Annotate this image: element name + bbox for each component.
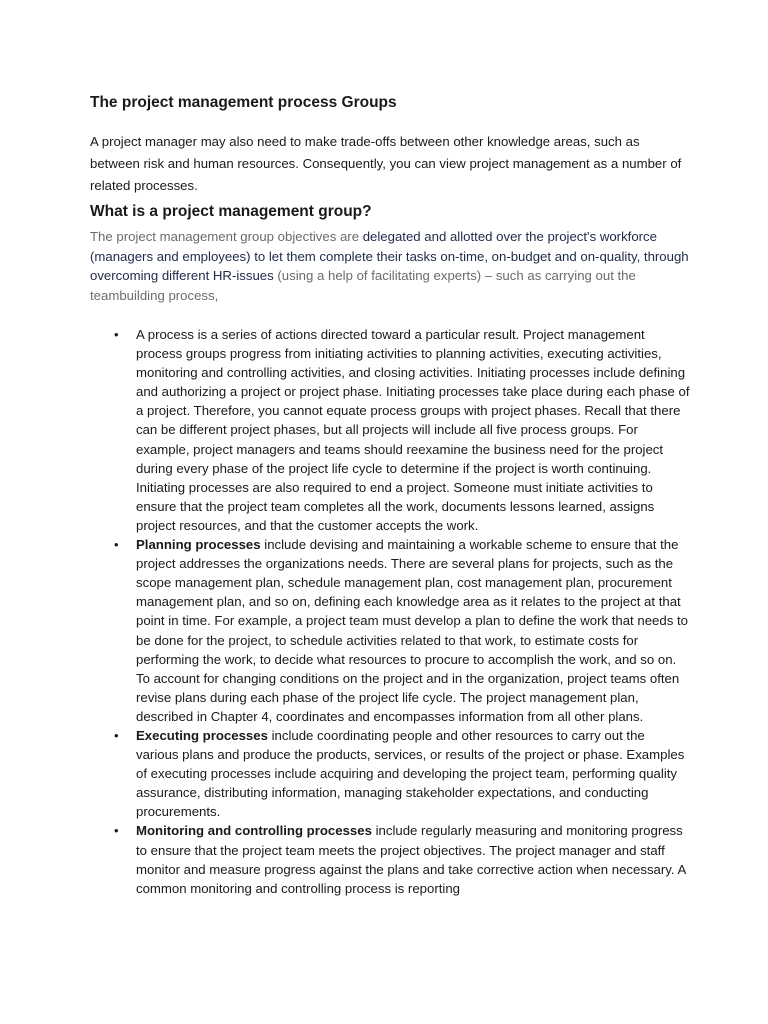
list-item-term: Planning processes xyxy=(136,537,261,553)
list-item-text: include devising and maintaining a workable scheme to ensure that the project addresses the organizations needs. There are several plans for projects, such as the scope management plan, schedule management plan, cost management plan, procurement management plan, and so on, defining each knowledge area as it relates to the project at that point in time. For example, a project team must develop a plan to define the work that needs to be done for the project, to schedule activities related to that work, to estimate costs for performing the work, to decide what resources to procure to accomplish the work, and so on. To account for changing conditions on the project and in the organization, project teams often revise plans during each phase of the project life cycle. The project management plan, described in Chapter 4, coordinates and encompasses information from all other plans. xyxy=(136,537,688,724)
objectives-text-end: (using a help of facilitating experts) – such as carrying out the teambuilding process, xyxy=(90,268,636,303)
intro-paragraph: A project manager may also need to make trade-offs between other knowledge areas, such as between risk and human resources. Consequently, you can view project management as a number of related processes. xyxy=(90,134,682,193)
objectives-paragraph xyxy=(90,227,690,305)
list-item xyxy=(90,821,690,897)
list-item xyxy=(90,325,690,535)
objectives-text-start: The project management group objectives are xyxy=(90,229,363,244)
list-item-text: include regularly measuring and monitoring progress to ensure that the project team meets the project objectives. The project manager and staff monitor and measure progress against the plans and take corrective action when necessary. A common monitoring and controlling process is reporting xyxy=(136,823,686,896)
bullet-icon: • xyxy=(114,327,119,342)
list-item-term: Executing processes xyxy=(136,727,268,743)
list-item-text: A process is a series of actions directed toward a particular result. Project management process groups progress from initiating activities to planning activities, executing activities, monitoring and controlling activities, and closing activities. Initiating processes include defining and authorizing a project or project phase. Initiating processes take place during each phase of a project. Therefore, you cannot equate process groups with project phases. Recall that there can be different project phases, but all projects will include all five process groups. For example, project managers and teams should reexamine the business need for the project during every phase of the project life cycle to determine if the project is worth continuing. Initiating processes are also required to end a project. Someone must initiate activities to ensure that the project team completes all the work, documents lessons learned, assigns project resources, and that the customer accepts the work. xyxy=(136,327,690,533)
document-page xyxy=(90,92,690,898)
list-item-text: include coordinating people and other resources to carry out the various plans and produce the products, services, or results of the project or phase. Examples of executing processes include acquiring and developing the project team, performing quality assurance, distributing information, managing stakeholder expectations, and conducting procurements. xyxy=(136,727,685,820)
process-list xyxy=(90,325,690,898)
objectives-text-highlight: delegated and allotted over the project's workforce (managers and employees) to let them complete their tasks on-time, on-budget and on-quality, through overcoming different HR-issues xyxy=(90,229,689,283)
bullet-icon: • xyxy=(114,823,119,839)
bullet-icon: • xyxy=(114,537,119,553)
list-item-term: Monitoring and controlling processes xyxy=(136,823,372,839)
list-item xyxy=(90,726,690,821)
section-heading: What is a project management group? xyxy=(90,203,372,220)
bullet-icon: • xyxy=(114,727,119,743)
list-item xyxy=(90,535,690,726)
document-title: The project management process Groups xyxy=(90,94,397,111)
